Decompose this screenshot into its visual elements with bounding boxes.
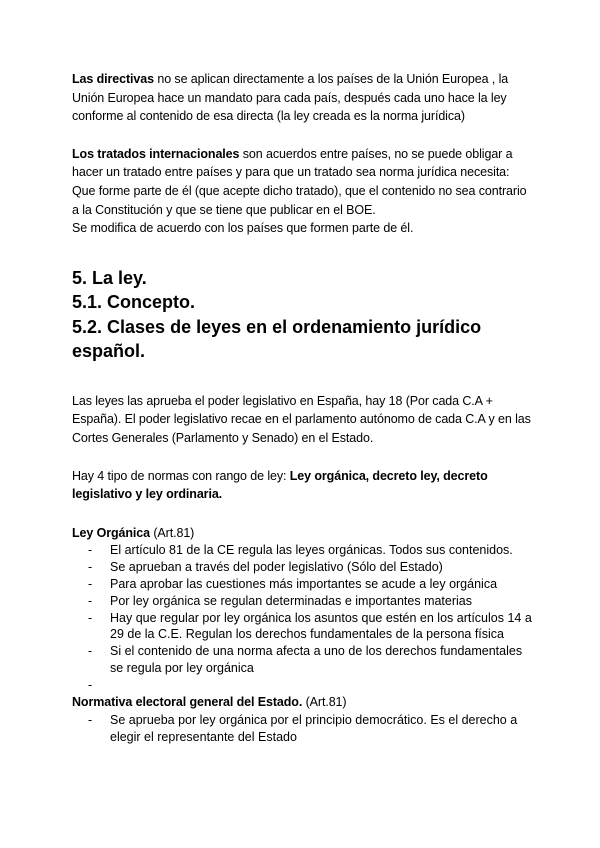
bullet-dash: -: [88, 677, 93, 692]
section-ley-organica-ref: (Art.81): [150, 525, 195, 540]
list-item: [72, 542, 534, 559]
list-item-text: Para aprobar las cuestiones más importantes se acude a ley orgánica: [110, 576, 498, 591]
list-item-empty: [72, 677, 534, 694]
list-item: [72, 643, 534, 677]
paragraph-directivas-text: no se aplican directamente a los países de la Unión Europea , la Unión Europea hace un mandato para cada país, después cada uno hace la ley conforme al contenido de esa directa (la ley creada es la norma jurídica): [72, 72, 509, 124]
paragraph-directivas: [72, 70, 534, 126]
paragraph-tratados-text: son acuerdos entre países, no se puede obligar a hacer un tratado entre países y para que un tratado sea norma jurídica necesita: Que forme parte de él (que acepte dicho tratado), que el contenido no sea contrario a la Constitución y que se tiene que publicar en el BOE.: [72, 146, 527, 217]
list-item-text: Se aprueba por ley orgánica por el principio democrático. Es el derecho a elegir el representante del Estado: [110, 713, 518, 744]
list-item: [72, 712, 534, 746]
paragraph-tipos-normas: [72, 467, 534, 504]
bullet-dash: -: [88, 713, 93, 728]
list-normativa-electoral: [72, 712, 534, 746]
section-ley-organica-title: [72, 524, 534, 543]
section-normativa-electoral-title: [72, 693, 534, 712]
term-ley-organica: Ley Orgánica: [72, 525, 150, 540]
bullet-dash: -: [88, 610, 93, 625]
heading-la-ley: 5. La ley.: [72, 267, 147, 288]
paragraph-poder-legislativo: Las leyes las aprueba el poder legislativo en España, hay 18 (Por cada C.A + España). El poder legislativo recae en el parlamento autónomo de cada C.A y en las Cortes Generales (Parlamento y Senado) en el Estado.: [72, 393, 531, 445]
list-item-text: El artículo 81 de la CE regula las leyes orgánicas. Todos sus contenidos.: [110, 543, 513, 558]
term-tratados: Los tratados internacionales: [72, 146, 240, 161]
paragraph-tratados-line2: Se modifica de acuerdo con los países que formen parte de él.: [72, 221, 414, 236]
bullet-dash: -: [88, 543, 93, 558]
bullet-dash: -: [88, 560, 93, 575]
list-item-text: Si el contenido de una norma afecta a uno de los derechos fundamentales se regula por ley orgánica: [110, 644, 523, 675]
list-item: [72, 610, 534, 644]
heading-concepto: 5.1. Concepto.: [72, 292, 196, 313]
paragraph-tipos-normas-text: Hay 4 tipo de normas con rango de ley:: [72, 468, 290, 483]
list-item-text: Se aprueban a través del poder legislativo (Sólo del Estado): [110, 560, 443, 575]
list-item: [72, 559, 534, 576]
list-item: [72, 576, 534, 593]
list-ley-organica: [72, 542, 534, 693]
bullet-dash: -: [88, 644, 93, 659]
bullet-dash: -: [88, 576, 93, 591]
list-item: [72, 593, 534, 610]
heading-clases-de-leyes: 5.2. Clases de leyes en el ordenamiento jurídico español.: [72, 316, 482, 362]
term-tipos-normas: Ley orgánica, decreto ley, decreto legislativo y ley ordinaria.: [72, 468, 488, 502]
bullet-dash: -: [88, 593, 93, 608]
section-normativa-electoral-ref: (Art.81): [302, 695, 347, 710]
list-item-text: Hay que regular por ley orgánica los asuntos que estén en los artículos 14 a 29 de la C.E. Regulan los derechos fundamentales de la persona física: [110, 610, 532, 642]
paragraph-tratados: [72, 145, 534, 219]
term-directivas: Las directivas: [72, 72, 154, 86]
list-item-text: Por ley orgánica se regulan determinadas e importantes materias: [110, 593, 472, 608]
document-page: [72, 70, 534, 746]
term-normativa-electoral: Normativa electoral general del Estado.: [72, 695, 303, 710]
